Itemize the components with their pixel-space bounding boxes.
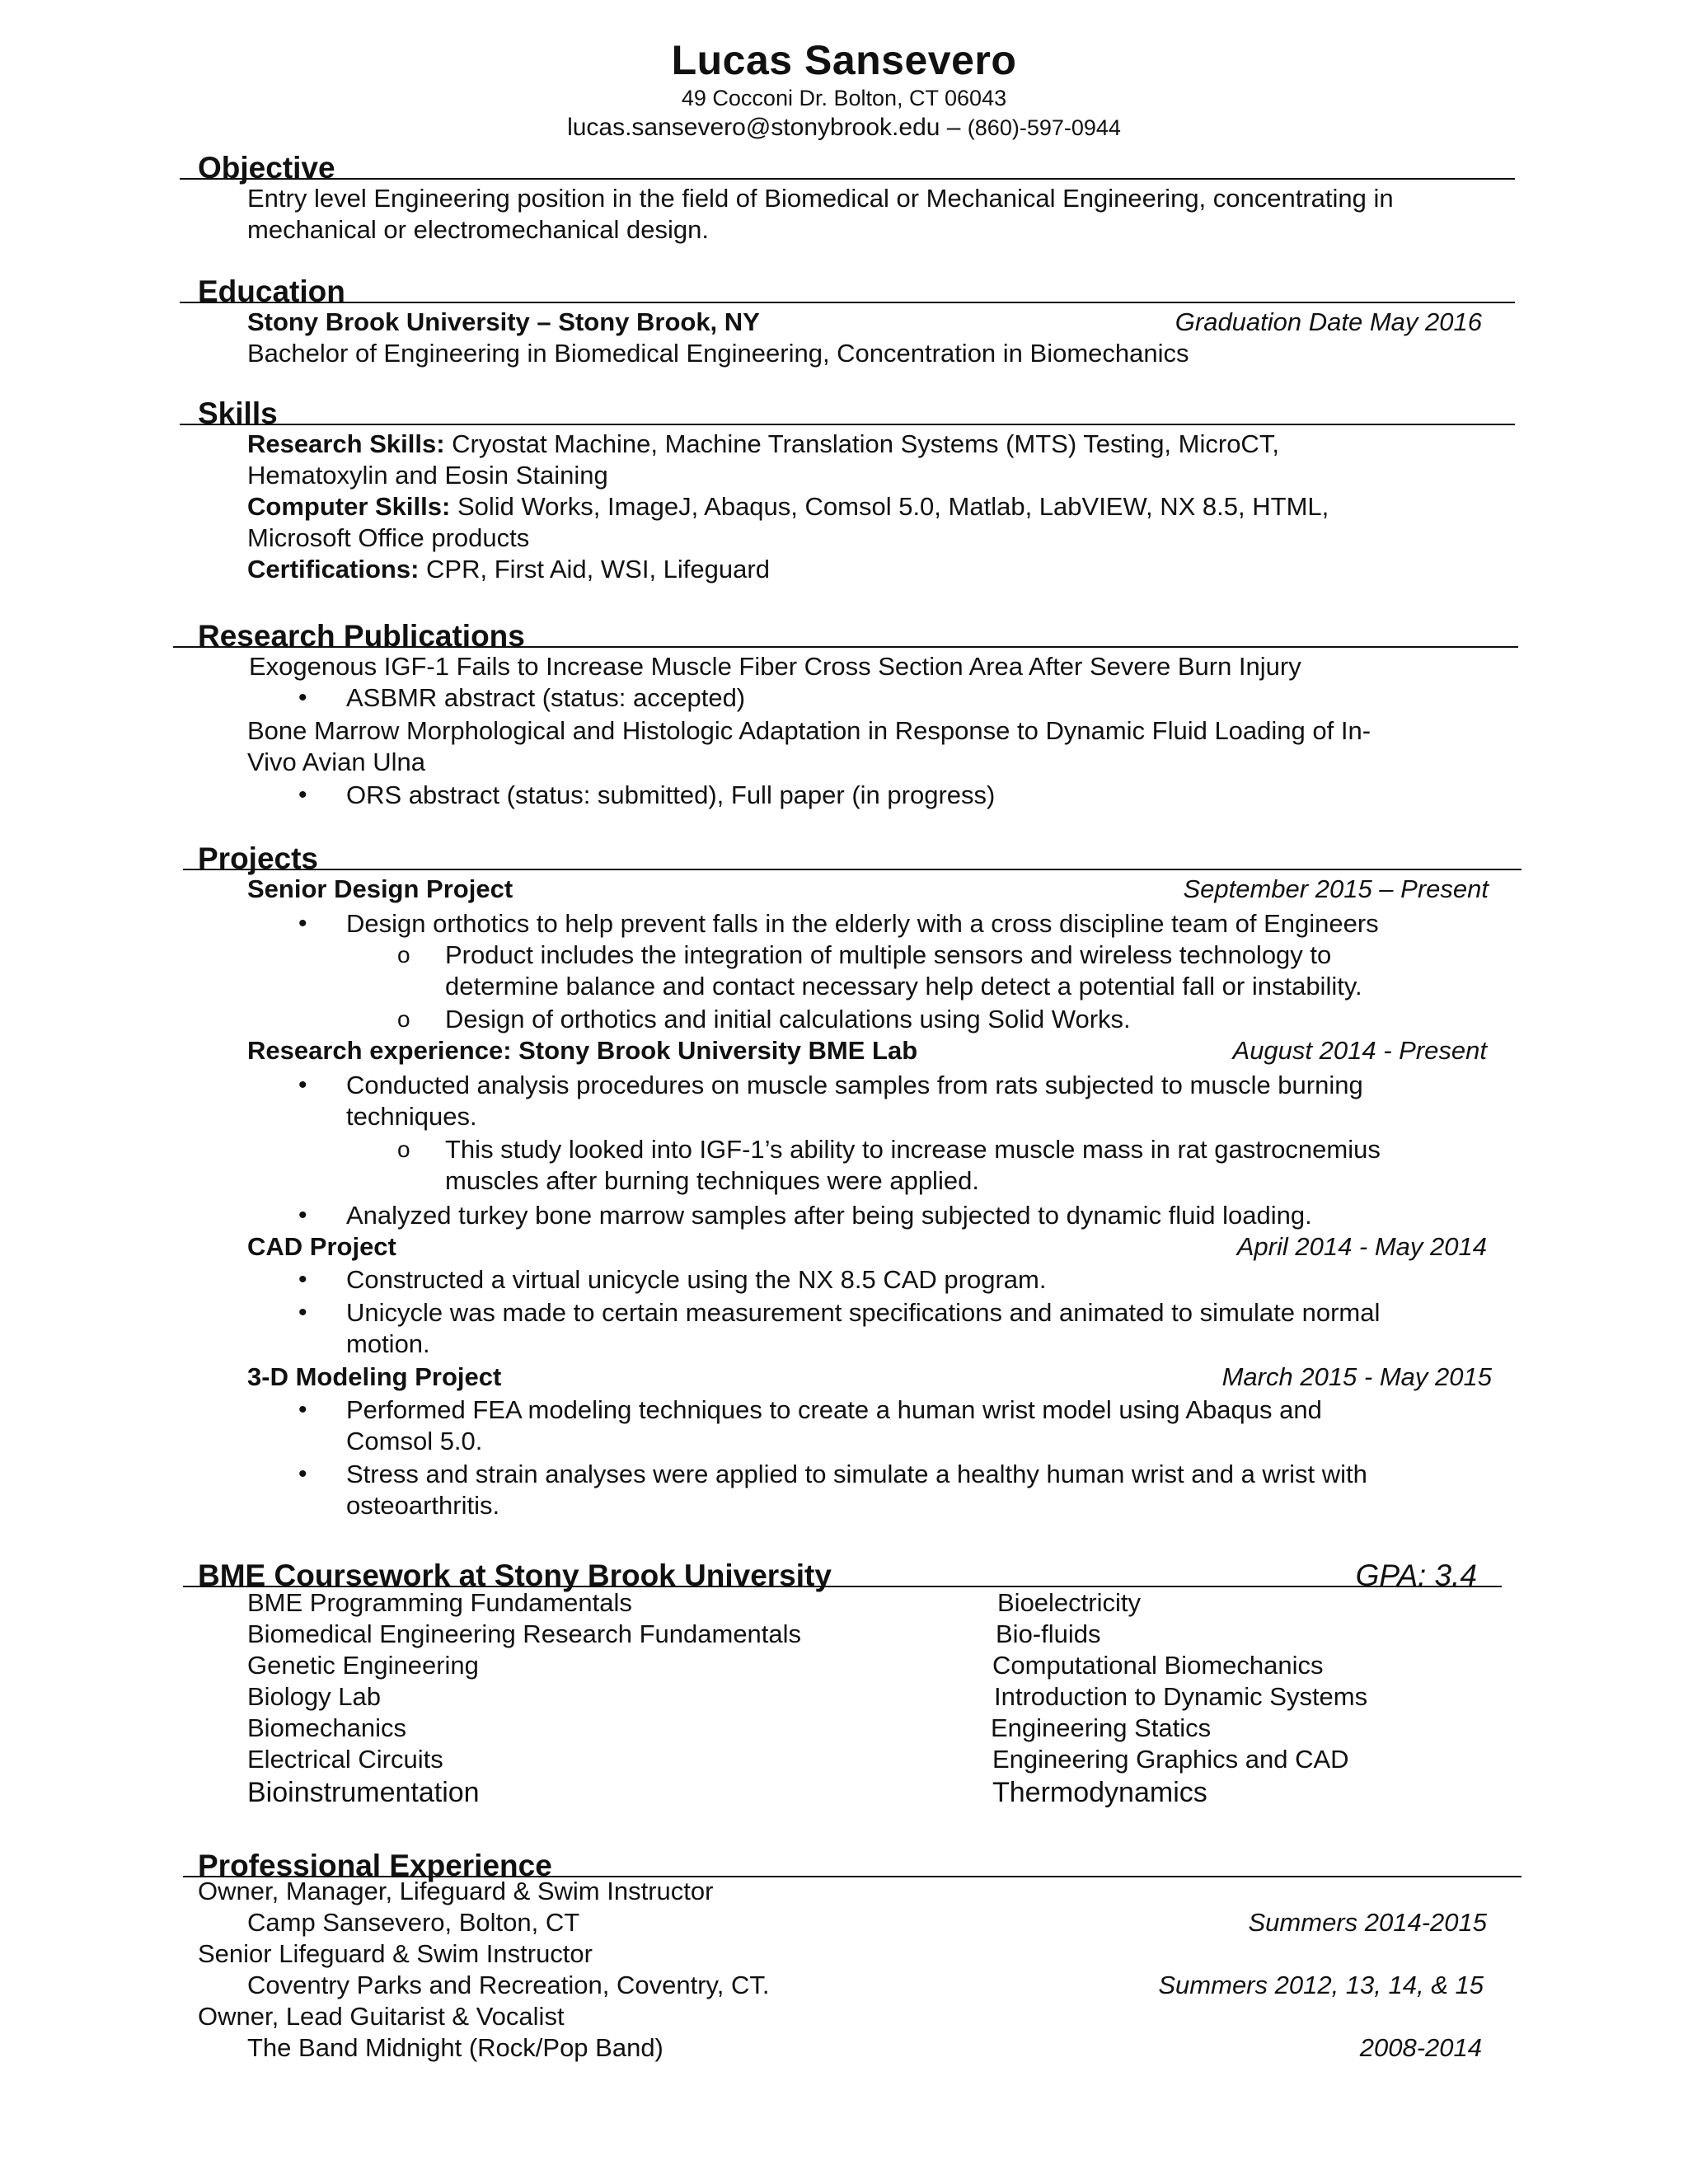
gpa: GPA: 3.4 (1355, 1558, 1477, 1592)
circle-bullet-icon: o (397, 1137, 410, 1162)
separator: – (940, 114, 968, 141)
bullet-icon: • (298, 1460, 307, 1488)
section-title: BME Coursework at Stony Brook University (198, 1558, 832, 1592)
bullet-icon: • (298, 781, 307, 808)
bullet-icon: • (298, 1071, 307, 1099)
skills-section-header (180, 384, 1515, 430)
job-org: Coventry Parks and Recreation, Coventry, CT. (247, 1971, 770, 1999)
projects-section-header (183, 829, 1522, 875)
project-subbullet-cont: muscles after burning techniques were applied. (445, 1166, 979, 1195)
job-date: 2008-2014 (1359, 2033, 1482, 2062)
section-title: Research Publications (198, 619, 525, 653)
section-title: Education (198, 274, 345, 308)
course-left: Bioinstrumentation (247, 1777, 480, 1808)
circle-bullet-icon: o (397, 1006, 410, 1032)
course-right: Engineering Graphics and CAD (992, 1745, 1349, 1774)
research-skills (247, 429, 1279, 460)
experience-section-header (183, 1836, 1522, 1882)
project-bullet: Unicycle was made to certain measurement specifications and animated to simulate normal (346, 1298, 1381, 1327)
certifications-text: CPR, First Aid, WSI, Lifeguard (419, 555, 770, 583)
course-right: Computational Biomechanics (992, 1651, 1324, 1680)
computer-skills-cont: Microsoft Office products (247, 523, 530, 552)
project-date: April 2014 - May 2014 (1236, 1232, 1487, 1261)
project-date: September 2015 – Present (1183, 874, 1489, 903)
course-right: Bio-fluids (996, 1619, 1101, 1648)
objective-line: mechanical or electromechanical design. (247, 215, 710, 244)
contact-line (0, 114, 1688, 142)
section-title: Professional Experience (198, 1849, 552, 1882)
job-role: Owner, Manager, Lifeguard & Swim Instructor (198, 1877, 714, 1905)
job-org: Camp Sansevero, Bolton, CT (247, 1908, 580, 1937)
project-subbullet-cont: determine balance and contact necessary help detect a potential fall or instability. (445, 972, 1362, 1001)
school-name: Stony Brook University – Stony Brook, NY (247, 307, 760, 336)
research-skills-cont: Hematoxylin and Eosin Staining (247, 461, 608, 490)
project-bullet-cont: techniques. (346, 1102, 477, 1131)
section-title: Skills (198, 396, 278, 430)
project-name: Research experience: Stony Brook University BME Lab (247, 1036, 918, 1065)
project-bullet-cont: Comsol 5.0. (346, 1427, 483, 1455)
project-bullet: Stress and strain analyses were applied to simulate a healthy human wrist and a wrist with (346, 1460, 1367, 1488)
bullet-icon: • (298, 1266, 307, 1293)
course-left: Biology Lab (247, 1682, 382, 1711)
computer-skills (247, 491, 1329, 523)
computer-skills-label: Computer Skills: (247, 492, 451, 521)
project-bullet: Analyzed turkey bone marrow samples after being subjected to dynamic fluid loading. (346, 1201, 1312, 1230)
section-title: Objective (198, 151, 335, 185)
project-bullet-cont: osteoarthritis. (346, 1491, 500, 1520)
computer-skills-text: Solid Works, ImageJ, Abaqus, Comsol 5.0, Matlab, LabVIEW, NX 8.5, HTML, (450, 492, 1329, 521)
project-subbullet: Product includes the integration of multiple sensors and wireless technology to (445, 940, 1332, 969)
course-left: Electrical Circuits (247, 1745, 443, 1774)
section-title: Projects (198, 841, 319, 875)
project-bullet: Design orthotics to help prevent falls in the elderly with a cross discipline team of Engineers (346, 909, 1379, 938)
job-role: Senior Lifeguard & Swim Instructor (198, 1939, 593, 1968)
publication-title: Exogenous IGF-1 Fails to Increase Muscle Fiber Cross Section Area After Severe Burn Injury (249, 652, 1301, 681)
bullet-icon: • (298, 1396, 307, 1423)
publication-title: Bone Marrow Morphological and Histologic Adaptation in Response to Dynamic Fluid Loading of In- (247, 716, 1372, 745)
project-subbullet: This study looked into IGF-1’s ability to increase muscle mass in rat gastrocnemius (445, 1135, 1381, 1164)
course-right: Thermodynamics (992, 1777, 1207, 1808)
circle-bullet-icon: o (397, 942, 410, 968)
project-name: CAD Project (247, 1232, 396, 1261)
objective-line: Entry level Engineering position in the field of Biomedical or Mechanical Engineering, concentrating in (247, 184, 1394, 213)
candidate-name: Lucas Sansevero (671, 37, 1017, 83)
bullet-icon: • (298, 910, 307, 937)
research-skills-label: Research Skills: (247, 429, 445, 458)
research-skills-text: Cryostat Machine, Machine Translation Systems (MTS) Testing, MicroCT, (444, 429, 1279, 458)
project-bullet: Constructed a virtual unicycle using the NX 8.5 CAD program. (346, 1265, 1047, 1294)
job-role: Owner, Lead Guitarist & Vocalist (198, 2002, 565, 2031)
project-bullet: Performed FEA modeling techniques to create a human wrist model using Abaqus and (346, 1395, 1322, 1424)
objective-section-header (180, 138, 1515, 185)
graduation-date: Graduation Date May 2016 (1175, 307, 1482, 336)
address: 49 Cocconi Dr. Bolton, CT 06043 (681, 86, 1007, 110)
phone: (860)-597-0944 (967, 115, 1121, 140)
project-bullet-cont: motion. (346, 1329, 430, 1358)
project-date: August 2014 - Present (1232, 1036, 1487, 1065)
publications-section-header (173, 607, 1518, 653)
coursework-section-header (183, 1546, 1502, 1592)
job-org: The Band Midnight (Rock/Pop Band) (247, 2033, 663, 2062)
course-left: BME Programming Fundamentals (247, 1588, 632, 1617)
email[interactable]: lucas.sansevero@stonybrook.edu (567, 114, 940, 141)
bullet-icon: • (298, 684, 307, 711)
publication-status: ASBMR abstract (status: accepted) (346, 683, 746, 712)
course-right: Engineering Statics (991, 1713, 1212, 1742)
bullet-icon: • (298, 1202, 307, 1229)
education-section-header (180, 262, 1515, 308)
course-left: Biomechanics (247, 1713, 406, 1742)
publication-status: ORS abstract (status: submitted), Full paper (in progress) (346, 780, 996, 809)
job-date: Summers 2012, 13, 14, & 15 (1158, 1971, 1484, 1999)
project-date: March 2015 - May 2015 (1221, 1362, 1492, 1391)
project-bullet: Conducted analysis procedures on muscle samples from rats subjected to muscle burning (346, 1071, 1363, 1099)
project-subbullet: Design of orthotics and initial calculations using Solid Works. (445, 1005, 1131, 1033)
project-name: Senior Design Project (247, 874, 513, 903)
certifications-label: Certifications: (247, 555, 420, 583)
course-right: Introduction to Dynamic Systems (994, 1682, 1368, 1711)
job-date: Summers 2014-2015 (1248, 1908, 1487, 1937)
publication-title-cont: Vivo Avian Ulna (247, 748, 426, 776)
course-left: Biomedical Engineering Research Fundamentals (247, 1619, 802, 1648)
project-name: 3-D Modeling Project (247, 1362, 502, 1391)
course-left: Genetic Engineering (247, 1651, 479, 1680)
course-right: Bioelectricity (997, 1588, 1141, 1617)
bullet-icon: • (298, 1299, 307, 1326)
degree: Bachelor of Engineering in Biomedical Engineering, Concentration in Biomechanics (247, 339, 1189, 368)
certifications (247, 554, 770, 585)
